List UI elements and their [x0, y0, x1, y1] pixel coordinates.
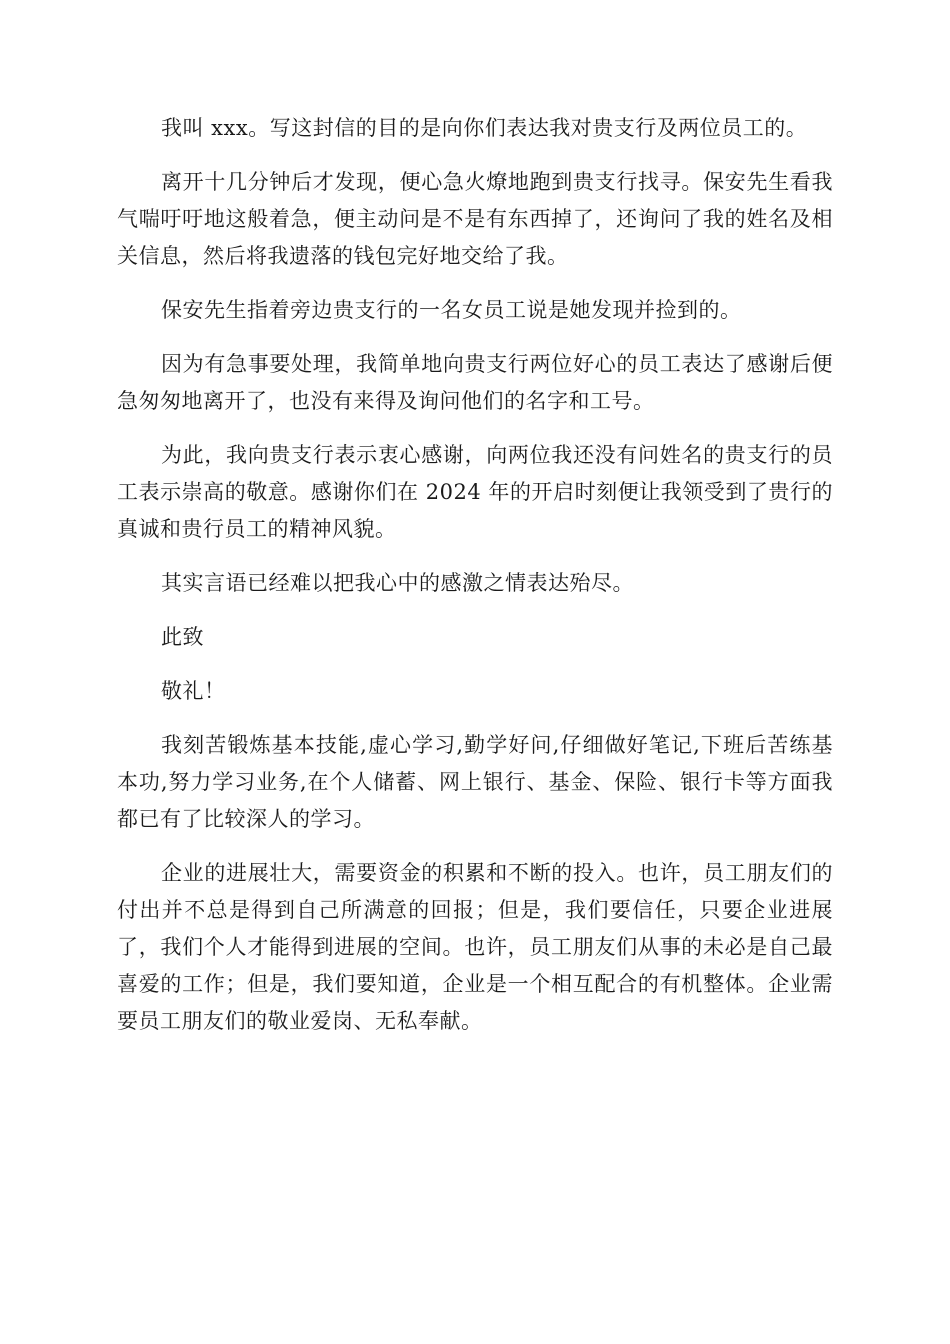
- paragraph-intro: 我叫 xxx。写这封信的目的是向你们表达我对贵支行及两位员工的。: [161, 116, 808, 140]
- paragraph-thanks: 为此，我向贵支行表示衷心感谢，向两位我还没有问姓名的贵支行的员工表示崇高的敬意。感谢你们在 2024 年的开启时刻便让我领受到了贵行的真诚和贵行员工的精神风貌。: [117, 443, 833, 541]
- paragraph-discovery: 离开十几分钟后才发现，便心急火燎地跑到贵支行找寻。保安先生看我气喘吁吁地这般着急，便主动问是不是有东西掉了，还询问了我的姓名及相关信息，然后将我遗落的钱包完好地交给了我。: [117, 170, 833, 268]
- paragraph-gratitude: 其实言语已经难以把我心中的感激之情表达殆尽。: [161, 571, 634, 595]
- paragraph-enterprise: 企业的进展壮大，需要资金的积累和不断的投入。也许，员工朋友们的付出并不总是得到自己所满意的回报；但是，我们要信任，只要企业进展了，我们个人才能得到进展的空间。也许，员工朋友们从事的未必是自己最喜爱的工作；但是，我们要知道，企业是一个相互配合的有机整体。企业需要员工朋友们的敬业爱岗、无私奉献。: [117, 861, 833, 1033]
- closing-salutation: 此致: [161, 625, 204, 649]
- paragraph-skills: 我刻苦锻炼基本技能,虚心学习,勤学好问,仔细做好笔记,下班后苦练基本功,努力学习业务,在个人储蓄、网上银行、基金、保险、银行卡等方面我都已有了比较深人的学习。: [117, 733, 833, 831]
- paragraph-guard: 保安先生指着旁边贵支行的一名女员工说是她发现并捡到的。: [161, 298, 742, 322]
- closing-regards: 敬礼！: [161, 679, 226, 703]
- paragraph-departure: 因为有急事要处理，我简单地向贵支行两位好心的员工表达了感谢后便急匆匆地离开了，也没有来得及询问他们的名字和工号。: [117, 352, 833, 413]
